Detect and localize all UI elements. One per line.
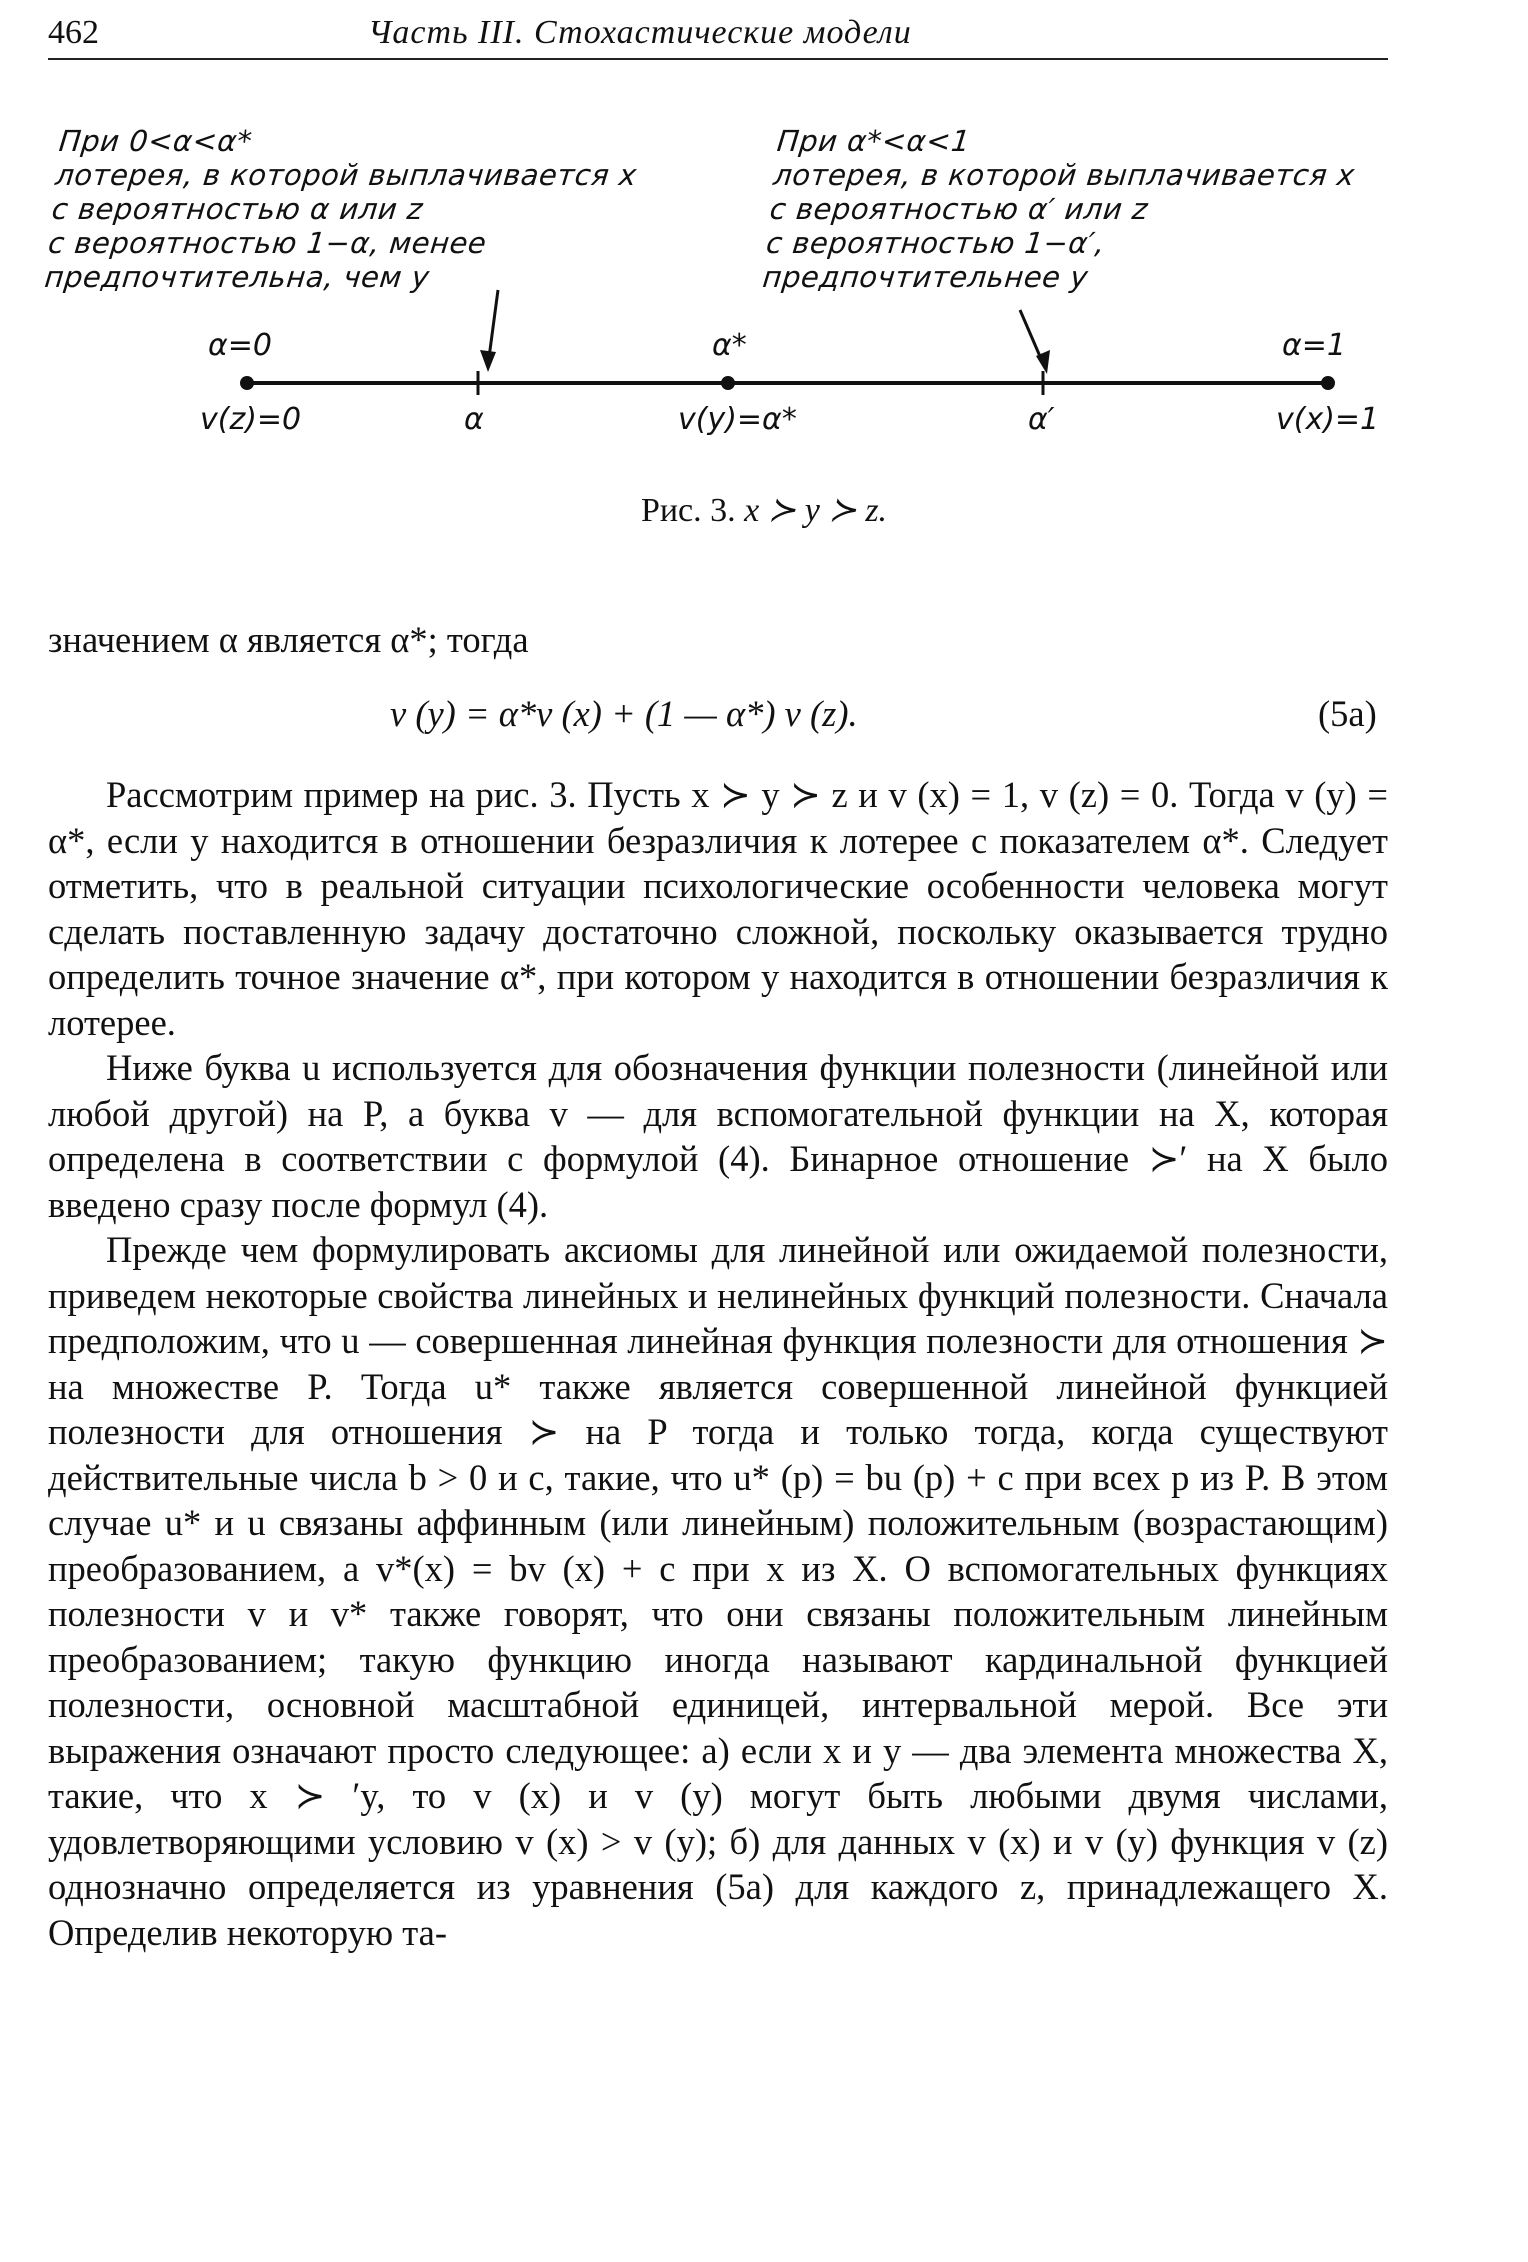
annotation-left-line: лотерея, в которой выплачивается x bbox=[53, 158, 639, 192]
label-vz: v(z)=0 bbox=[200, 402, 302, 437]
label-alpha: α bbox=[464, 402, 484, 437]
label-alpha-prime: α′ bbox=[1028, 402, 1055, 437]
paragraph-2: Ниже буква u используется для обозначения функции полезности (линейной или любой другой) на P, а буква v — для вспомогательной функции на X, которая определена в соответствии с формулой (4). Бинарное отношение ≻′ на X было введено сразу после формул (4). bbox=[48, 1047, 1388, 1225]
annotation-right-line: лотерея, в которой выплачивается x bbox=[771, 158, 1357, 192]
endpoint-left bbox=[240, 376, 254, 390]
annotation-right-line: с вероятностью α′ или z bbox=[768, 192, 1150, 226]
label-vx: v(x)=1 bbox=[1276, 402, 1380, 437]
intro-line: значением α является α*; тогда bbox=[48, 619, 529, 660]
annotation-left-line: При 0<α<α* bbox=[57, 124, 254, 158]
point-alpha-star bbox=[721, 376, 735, 390]
annotation-left-line: с вероятностью 1−α, менее bbox=[46, 226, 489, 260]
annotation-right-line: с вероятностью 1−α′, bbox=[764, 226, 1107, 260]
caption-prefix: Рис. 3. bbox=[640, 492, 736, 529]
formula-5a: v (y) = α*v (x) + (1 — α*) v (z). bbox=[390, 693, 858, 734]
page-number: 462 bbox=[48, 14, 99, 51]
annotation-left-line: с вероятностью α или z bbox=[50, 192, 425, 226]
arrow-left-head bbox=[480, 350, 496, 372]
paragraph-1: Рассмотрим пример на рис. 3. Пусть x ≻ y ≻ z и v (x) = 1, v (z) = 0. Тогда v (y) = α*, если y находится в отношении безразличия к лотерее с показателем α*. Следует отметить, что в реальной ситуации психологические особенности человека могут сделать поставленную задачу достаточно сложной, поскольку оказывается трудно определить точное значение α*, при котором y находится в отношении безразличия к лотерее. bbox=[48, 774, 1388, 1043]
label-alpha-star: α* bbox=[712, 328, 747, 363]
label-alpha-one: α=1 bbox=[1282, 328, 1346, 363]
running-header bbox=[48, 10, 1388, 58]
paragraph-3: Прежде чем формулировать аксиомы для линейной или ожидаемой полезности, приведем некоторые свойства линейных и нелинейных функций полезности. Сначала предположим, что u — совершенная линейная функция полезности для отношения ≻ на множестве P. Тогда u* также является совершенной линейной функцией полезности для отношения ≻ на P тогда и только тогда, когда существуют действительные числа b > 0 и c, такие, что u* (p) = bu (p) + c при всех p из P. В этом случае u* и u связаны аффинным (или линейным) положительным (возрастающим) преобразованием, а v*(x) = bv (x) + c при x из X. О вспомогательных функциях полезности v и v* также говорят, что они связаны положительным линейным преобразованием; такую функцию иногда называют кардинальной функцией полезности, основной масштабной единицей, интервальной мерой. Все эти выражения означают просто следующее: а) если x и y — два элемента множества X, такие, что x ≻ ′y, то v (x) и v (y) могут быть любыми двумя числами, удовлетворяющими условию v (x) > v (y); б) для данных v (x) и v (y) функция v (z) однозначно определяется из уравнения (5a) для каждого z, принадлежащего X. Определив некоторую та- bbox=[48, 1229, 1388, 1953]
formula-number: (5a) bbox=[1318, 693, 1377, 734]
endpoint-right bbox=[1321, 376, 1335, 390]
annotation-right-line: При α*<α<1 bbox=[775, 124, 972, 158]
figure-3 bbox=[0, 110, 1528, 580]
label-vy: v(y)=α* bbox=[678, 402, 797, 437]
figure-caption bbox=[0, 490, 1528, 530]
running-title: Часть III. Стохастические модели bbox=[368, 14, 912, 51]
caption-relation: x ≻ y ≻ z. bbox=[744, 492, 888, 529]
header-rule bbox=[48, 58, 1388, 60]
annotation-left-line: предпочтительна, чем y bbox=[43, 260, 432, 294]
label-alpha-zero: α=0 bbox=[208, 328, 272, 363]
body-text bbox=[48, 772, 1388, 1955]
annotation-right-line: предпочтительнее y bbox=[761, 260, 1090, 294]
